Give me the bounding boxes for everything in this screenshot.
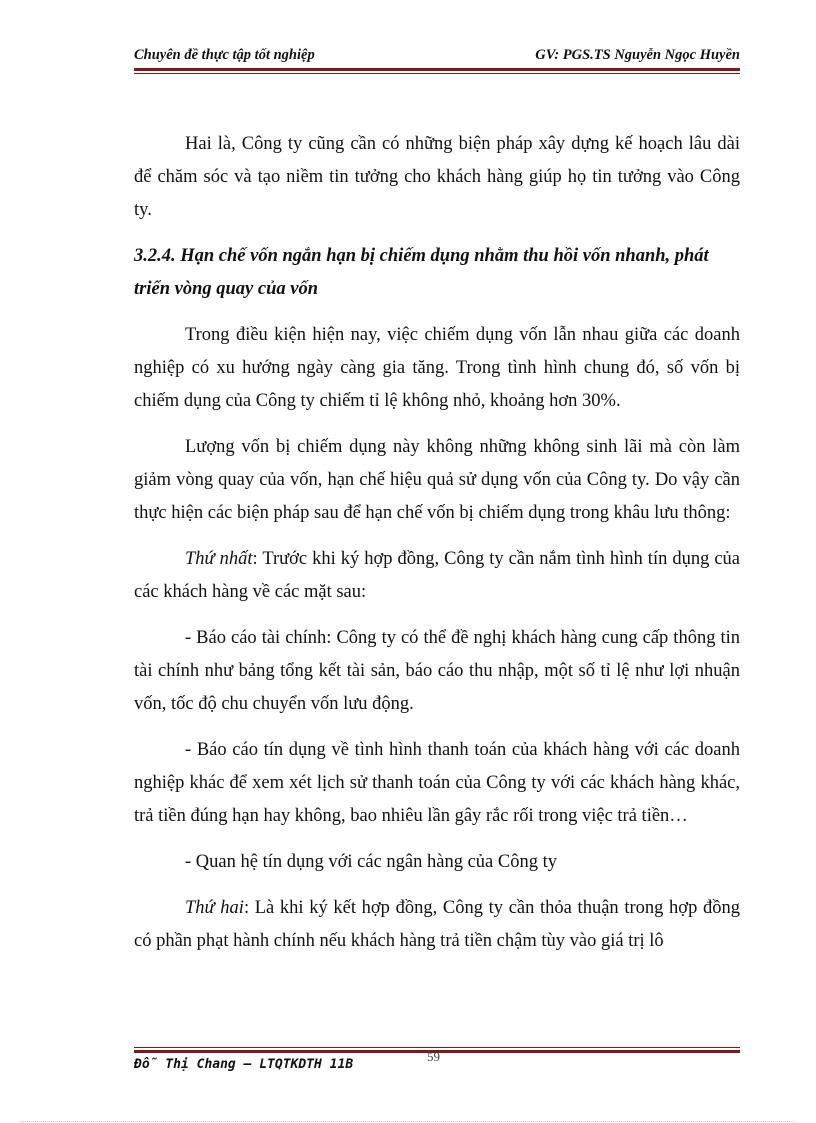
paragraph-4-text: : Trước khi ký hợp đồng, Công ty cần nắm tình hình tín dụng của các khách hàng về các mặt sau: <box>134 549 740 602</box>
header-rule-thick <box>134 68 740 71</box>
paragraph-4 <box>134 543 740 609</box>
paragraph-3: Lượng vốn bị chiếm dụng này không những không sinh lãi mà còn làm giảm vòng quay của vốn, hạn chế hiệu quả sử dụng vốn của Công ty. Do vậy cần thực hiện các biện pháp sau để hạn chế vốn bị chiếm dụng trong khâu lưu thông: <box>134 437 740 523</box>
paragraph-4-label: Thứ nhất <box>185 549 253 569</box>
header-right-instructor: GV: PGS.TS Nguyễn Ngọc Huyền <box>535 47 740 63</box>
paragraph-8-text: : Là khi ký kết hợp đồng, Công ty cần thỏa thuận trong hợp đồng có phần phạt hành chính nếu khách hàng trả tiền chậm tùy vào giá trị lô <box>134 898 740 951</box>
footer-rule-thin <box>134 1047 740 1048</box>
page-number: 59 <box>427 1049 440 1064</box>
paragraph-2: Trong điều kiện hiện nay, việc chiếm dụng vốn lẫn nhau giữa các doanh nghiệp có xu hướng ngày càng gia tăng. Trong tình hình chung đó, số vốn bị chiếm dụng của Công ty chiếm tỉ lệ không nhỏ, khoảng hơn 30%. <box>134 325 740 411</box>
header-rule-thin <box>134 73 740 74</box>
paragraph-5: - Báo cáo tài chính: Công ty có thể đề nghị khách hàng cung cấp thông tin tài chính như bảng tổng kết tài sản, báo cáo thu nhập, một số tỉ lệ như lợi nhuận vốn, tốc độ chu chuyển vốn lưu động. <box>134 628 740 714</box>
footer-author: Đỗ Thị Chang – LTQTKDTH 11B <box>134 1057 354 1072</box>
paragraph-6: - Báo cáo tín dụng về tình hình thanh toán của khách hàng với các doanh nghiệp khác để xem xét lịch sử thanh toán của Công ty với các khách hàng khác, trả tiền đúng hạn hay không, bao nhiêu lần gây rắc rối trong việc trả tiền… <box>134 740 740 826</box>
document-body <box>134 128 740 971</box>
paragraph-8 <box>134 892 740 958</box>
section-heading: 3.2.4. Hạn chế vốn ngắn hạn bị chiếm dụng nhằm thu hồi vốn nhanh, phát triển vòng quay của vốn <box>134 246 709 299</box>
paragraph-8-label: Thứ hai <box>185 898 244 918</box>
paragraph-7: - Quan hệ tín dụng với các ngân hàng của Công ty <box>185 852 557 872</box>
page-edge-dotted-line <box>20 1121 796 1122</box>
page-header <box>134 47 740 69</box>
paragraph-1: Hai là, Công ty cũng cần có những biện pháp xây dựng kế hoạch lâu dài để chăm sóc và tạo niềm tin tưởng cho khách hàng giúp họ tin tưởng vào Công ty. <box>134 134 740 220</box>
header-left-title: Chuyên đề thực tập tốt nghiệp <box>134 47 315 63</box>
